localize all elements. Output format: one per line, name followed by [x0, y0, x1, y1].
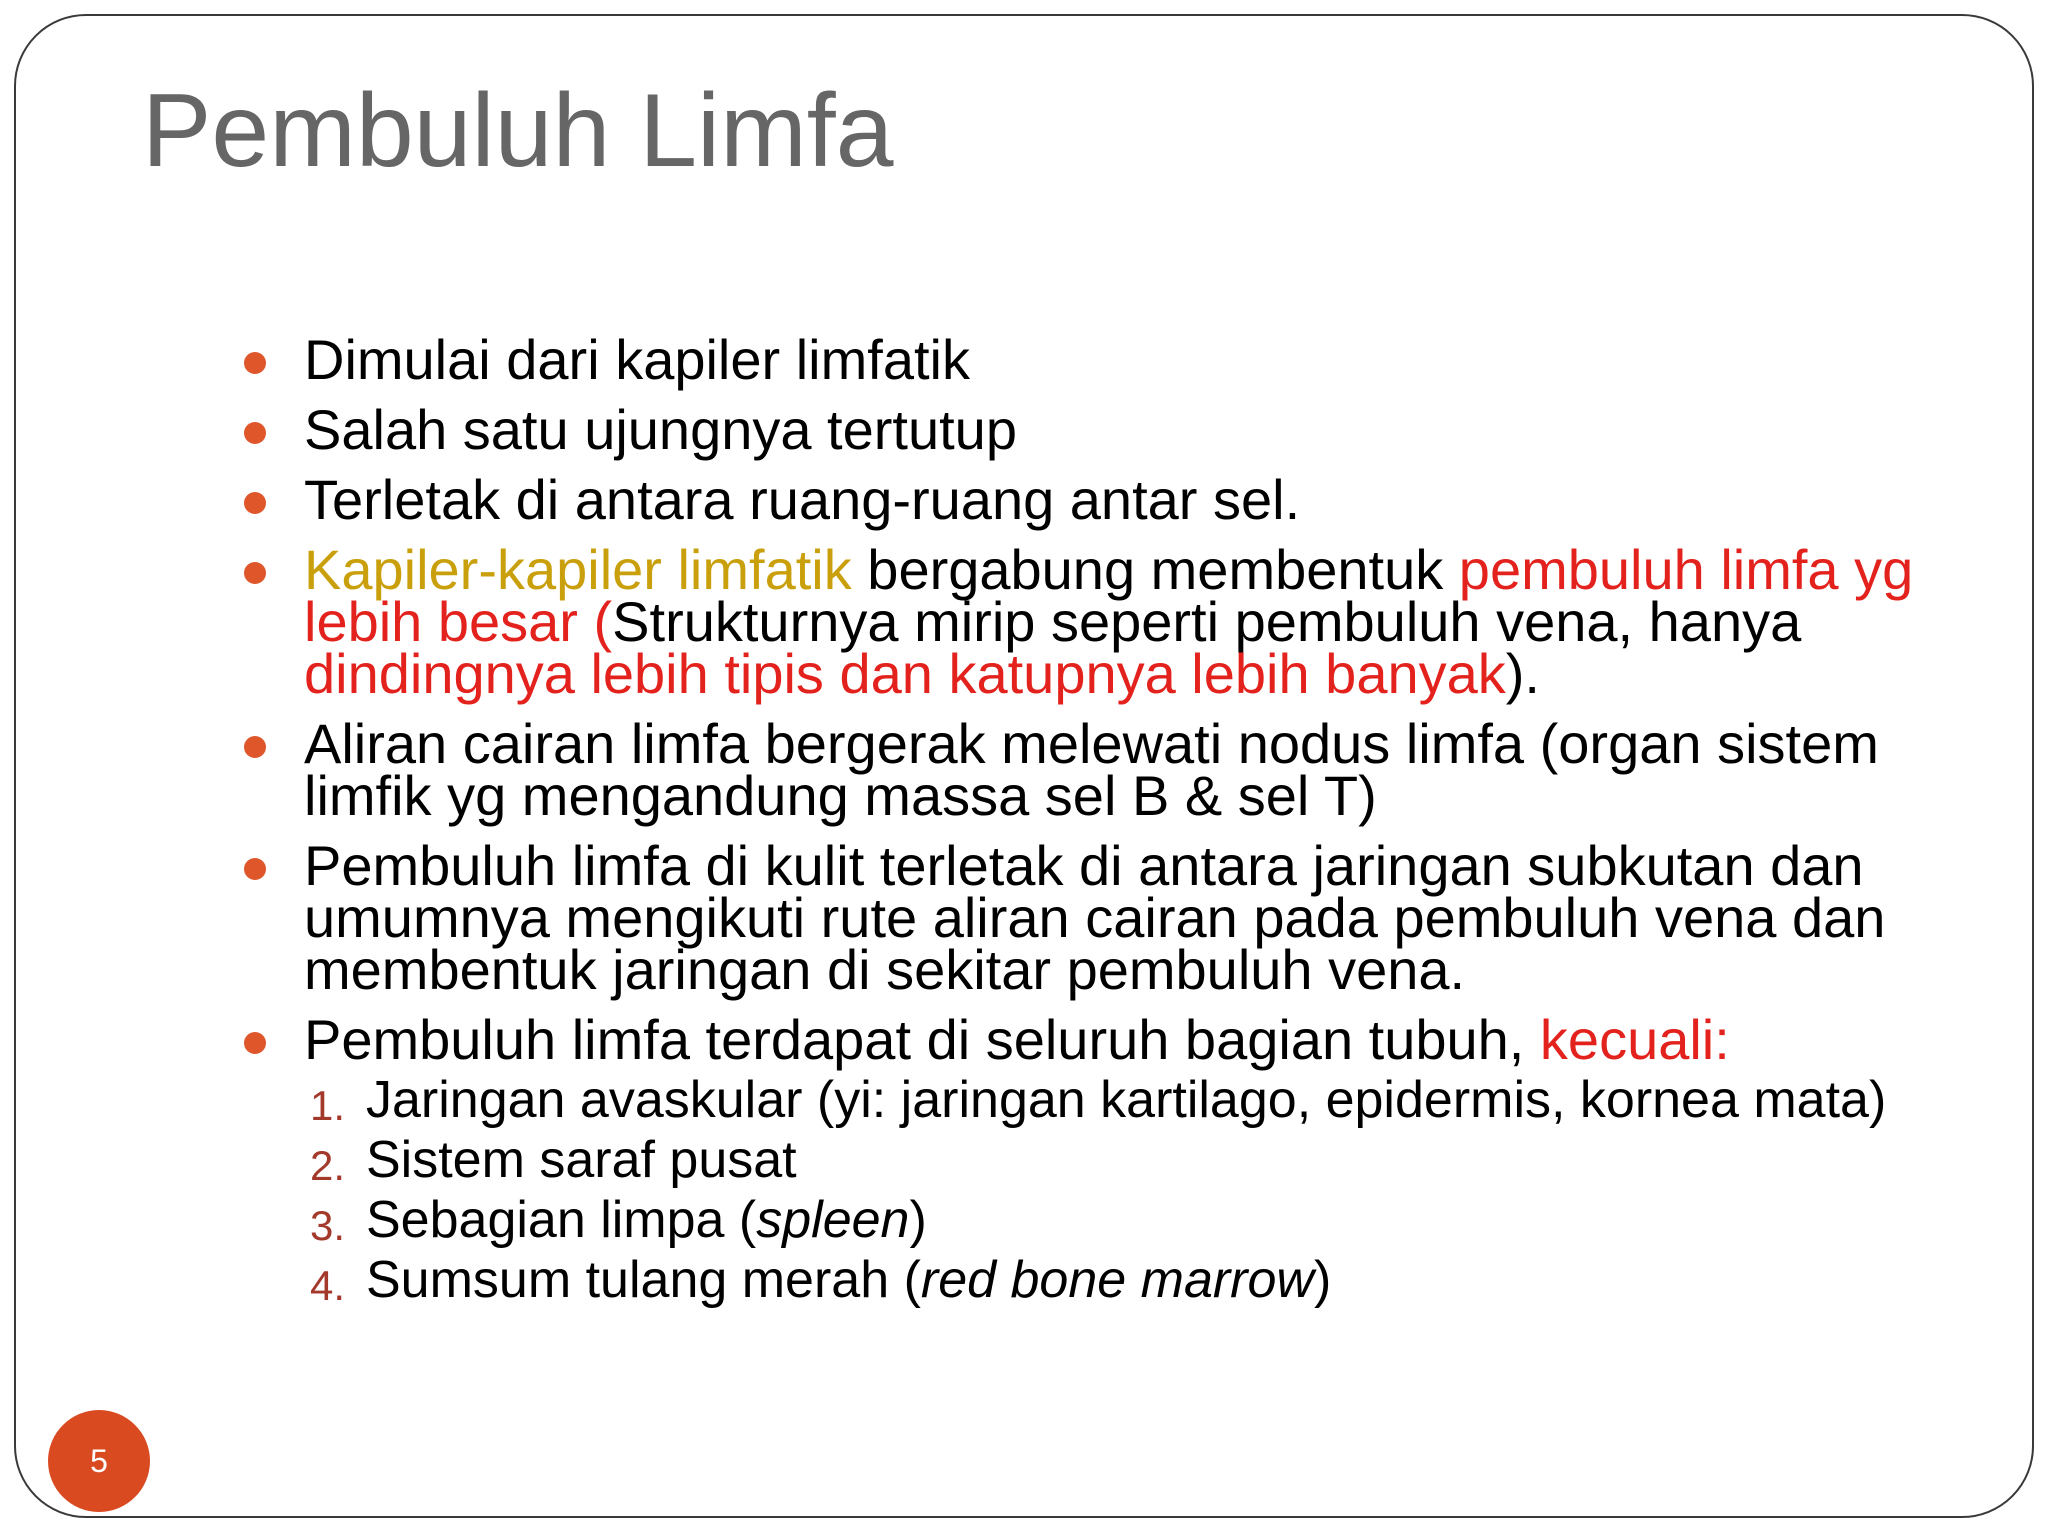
- list-item-text: ): [1313, 1251, 1332, 1309]
- bullet-item: [244, 328, 1984, 391]
- slide: [14, 14, 2034, 1518]
- list-item-italic: red bone marrow: [920, 1251, 1314, 1309]
- list-number: 4.: [310, 1262, 346, 1309]
- list-item: [244, 1071, 1984, 1129]
- bullet-dot-icon: [244, 422, 266, 444]
- bullet-text-highlight: Kapiler-kapiler limfatik: [304, 538, 852, 601]
- bullet-dot-icon: [244, 492, 266, 514]
- bullet-dot-icon: [244, 562, 266, 584]
- list-item-text: ): [909, 1191, 927, 1249]
- bullet-text-highlight: dindingnya lebih tipis dan katupnya lebih banyak: [304, 642, 1506, 705]
- bullet-text: Aliran cairan limfa bergerak melewati nodus limfa (organ sistem limfik yg mengandung massa sel B & sel T): [304, 712, 1879, 827]
- bullet-item: [244, 538, 1984, 705]
- bullet-item: [244, 1008, 1984, 1071]
- bullet-dot-icon: [244, 1032, 266, 1054]
- list-item-text: Sebagian limpa (: [366, 1191, 757, 1249]
- bullet-text-highlight: pembuluh limfa yg lebih besar (: [304, 538, 1914, 653]
- bullet-text: Terletak di antara ruang-ruang antar sel.: [304, 468, 1301, 531]
- list-item: [244, 1191, 1984, 1249]
- bullet-dot-icon: [244, 736, 266, 758]
- list-item-text: Sumsum tulang merah (: [366, 1251, 921, 1309]
- list-number: 3.: [310, 1202, 346, 1249]
- exceptions-list: [244, 1071, 1984, 1309]
- bullet-dot-icon: [244, 858, 266, 880]
- bullet-item: [244, 398, 1984, 461]
- bullet-item: [244, 834, 1984, 1001]
- page-number-badge: 5: [48, 1410, 150, 1512]
- list-item: [244, 1251, 1984, 1309]
- list-number: 1.: [310, 1082, 346, 1129]
- bullet-text: Strukturnya mirip seperti pembuluh vena, hanya: [612, 590, 1802, 653]
- list-number: 2.: [310, 1142, 346, 1189]
- list-item-italic: spleen: [756, 1191, 910, 1249]
- bullet-dot-icon: [244, 352, 266, 374]
- bullet-text: Pembuluh limfa di kulit terletak di antara jaringan subkutan dan umumnya mengikuti rute aliran cairan pada pembuluh vena dan membentuk jaringan di sekitar pembuluh vena.: [304, 834, 1886, 1001]
- bullet-item: [244, 712, 1984, 827]
- list-item: [244, 1131, 1984, 1189]
- bullet-text-highlight: kecuali:: [1539, 1008, 1730, 1071]
- bullet-text: Salah satu ujungnya tertutup: [304, 398, 1017, 461]
- bullet-text: ).: [1505, 642, 1540, 705]
- bullet-item: [244, 468, 1984, 531]
- list-item-text: Jaringan avaskular (yi: jaringan kartilago, epidermis, kornea mata): [366, 1071, 1887, 1129]
- bullet-text: Dimulai dari kapiler limfatik: [304, 328, 970, 391]
- bullet-list: [244, 328, 1984, 1316]
- bullet-text: bergabung membentuk: [851, 538, 1459, 601]
- list-item-text: Sistem saraf pusat: [366, 1131, 797, 1189]
- bullet-text: Pembuluh limfa terdapat di seluruh bagian tubuh,: [304, 1008, 1540, 1071]
- slide-title: Pembuluh Limfa: [142, 73, 894, 189]
